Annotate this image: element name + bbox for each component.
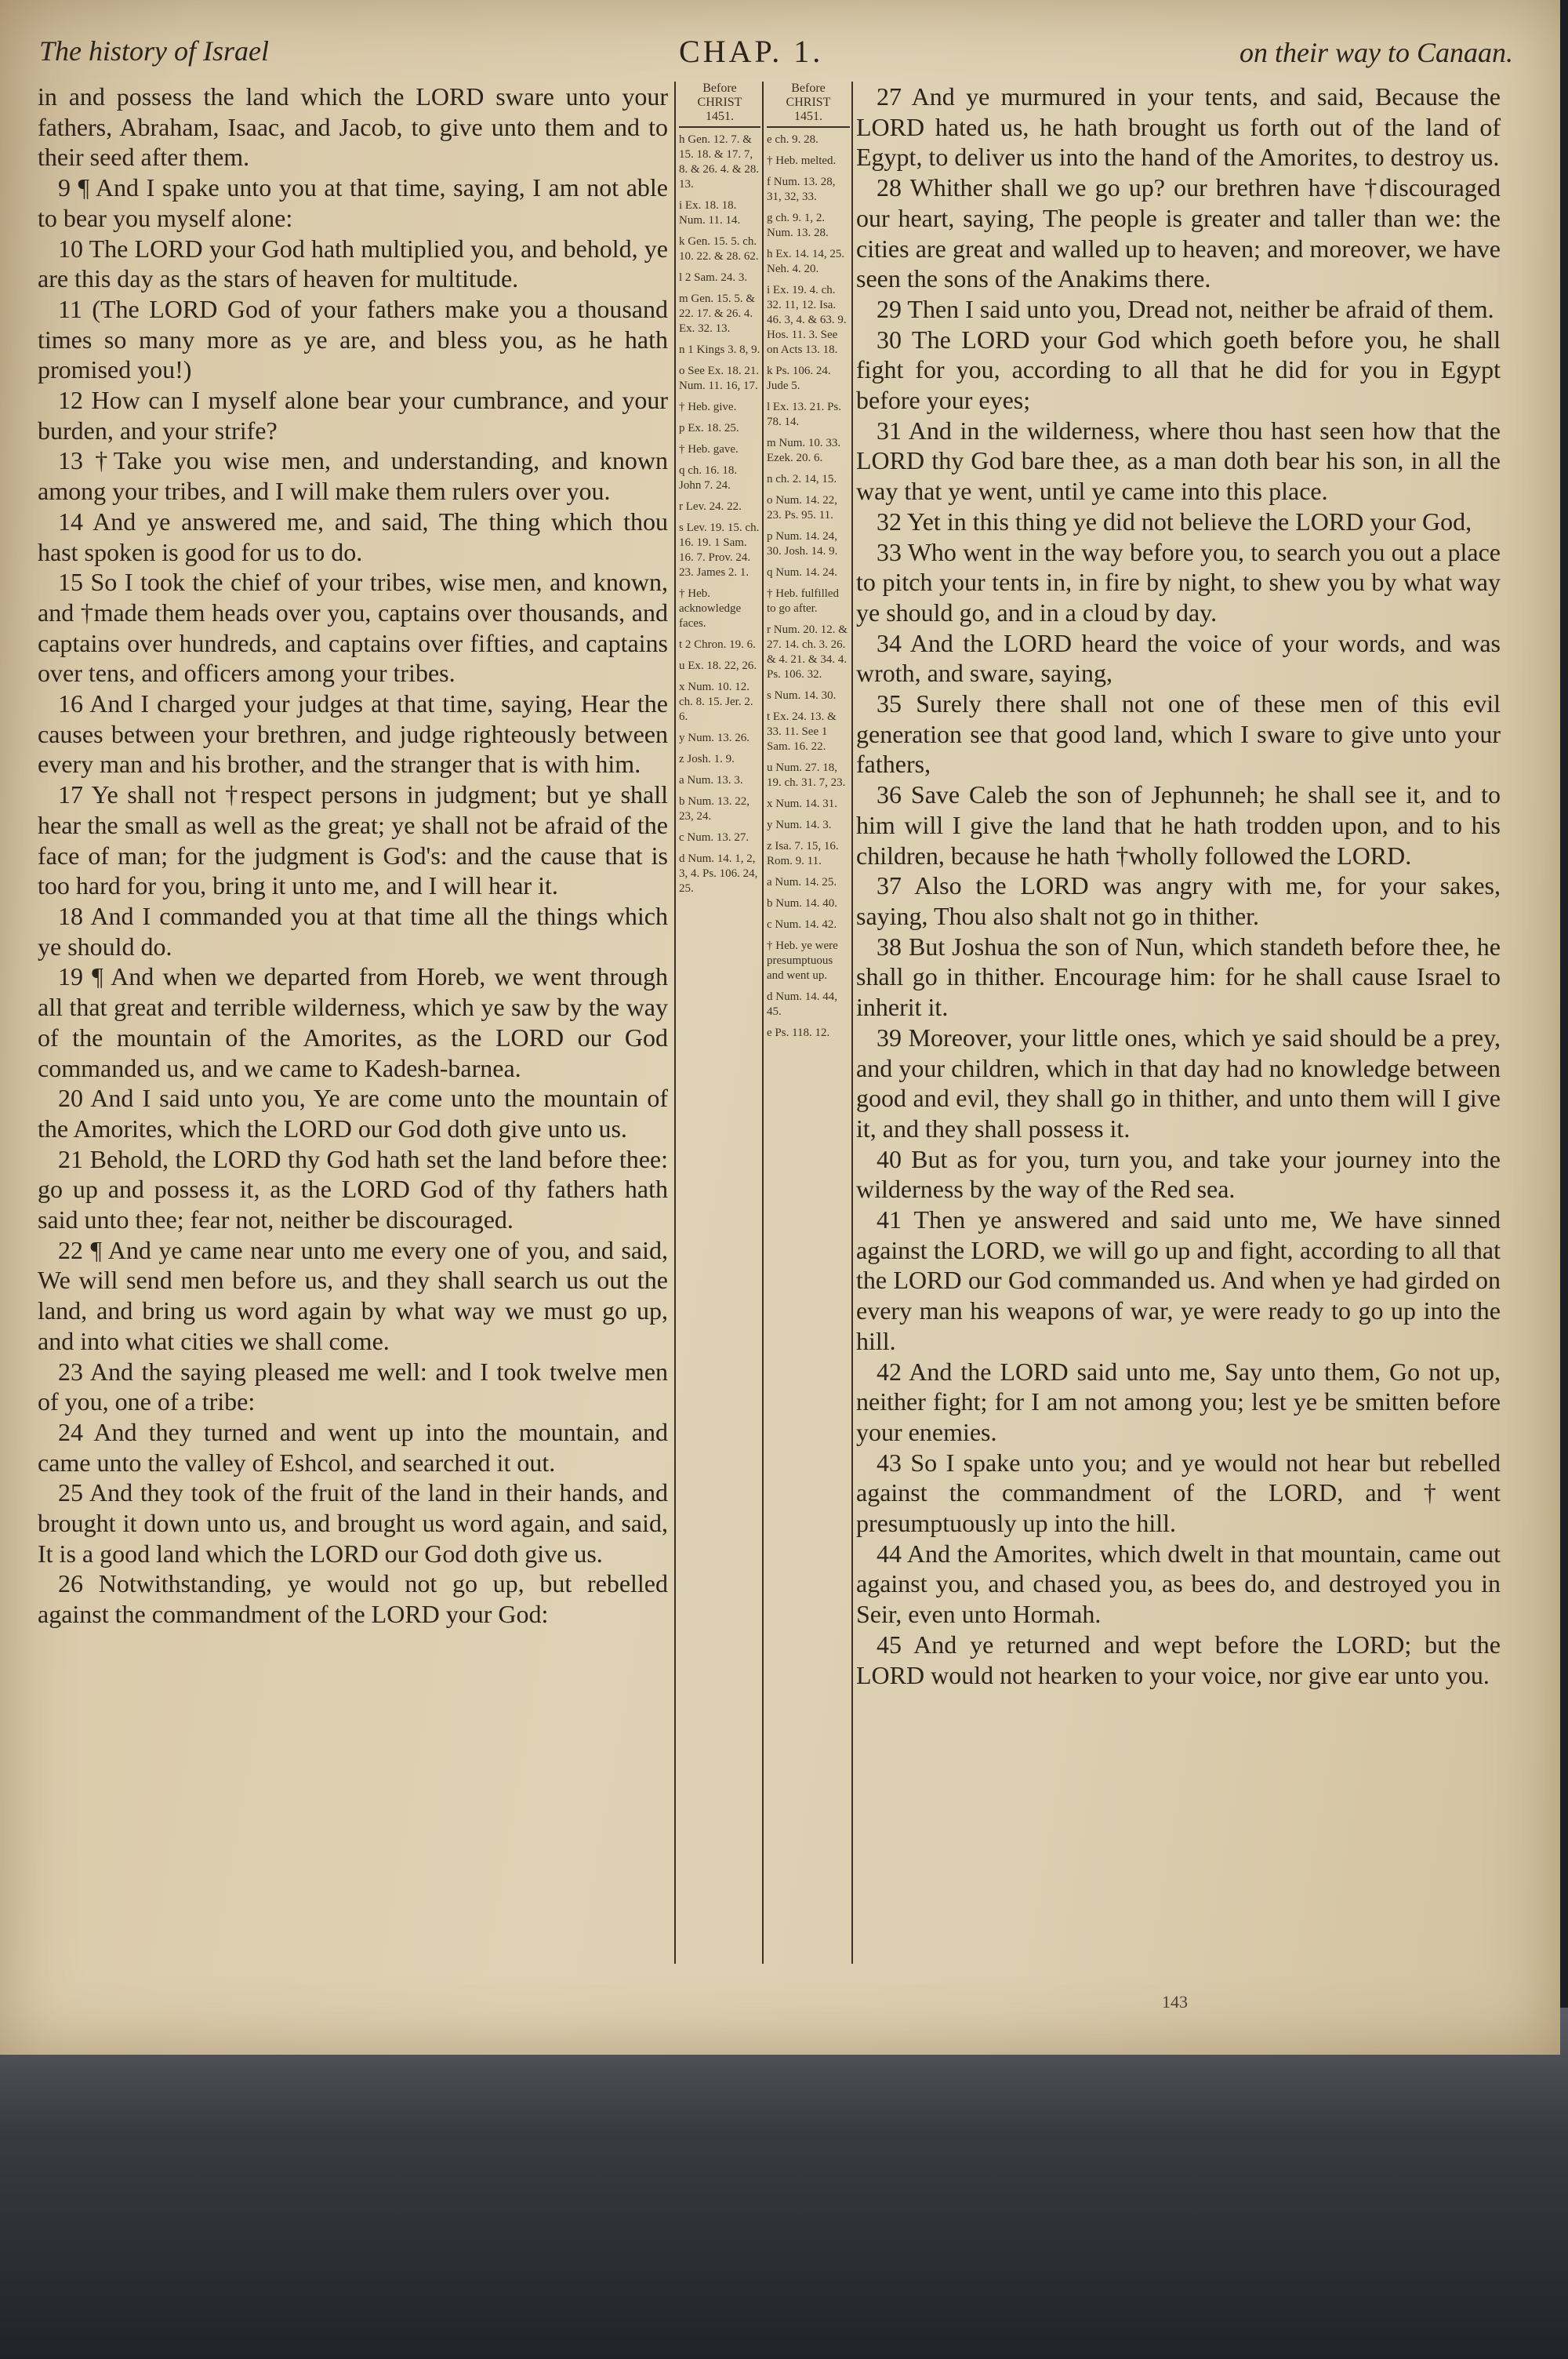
verse-9: 9 ¶ And I spake unto you at that time, saying, I am not able to bear you myself alone: xyxy=(38,173,668,232)
margin-reference: x Num. 14. 31. xyxy=(767,798,837,810)
verse-27: 27 And ye murmured in your tents, and said, Because the LORD hated us, he hath brought us forth out of the land of Egypt, to deliver us into the hand of the Amorites, to destroy us. xyxy=(856,82,1501,172)
verse-35: 35 Surely there shall not one of these men of this evil generation see that good land, which I sware to give unto your fathers, xyxy=(856,689,1501,779)
margin-reference: l Ex. 13. 21. Ps. 78. 14. xyxy=(767,401,842,428)
margin-reference: x Num. 10. 12. ch. 8. 15. Jer. 2. 6. xyxy=(679,681,753,723)
verse-41: 41 Then ye answered and said unto me, We have sinned against the LORD, we will go up and fight, according to all that the LORD our God commanded us. And when ye had girded on every man his weapons of war, ye were ready to go up into the hill. xyxy=(856,1205,1501,1355)
margin-reference: i Ex. 18. 18. Num. 11. 14. xyxy=(679,199,741,227)
margin-reference: s Num. 14. 30. xyxy=(767,689,837,702)
verse-10: 10 The LORD your God hath multiplied you, and behold, ye are this day as the stars of heaven for multitude. xyxy=(38,234,668,293)
verse-42: 42 And the LORD said unto me, Say unto them, Go not up, neither fight; for I am not among you; lest ye be smitten before your enemies. xyxy=(856,1357,1501,1446)
margin-reference: c Num. 14. 42. xyxy=(767,918,837,931)
margin-reference: l 2 Sam. 24. 3. xyxy=(679,271,748,284)
column-rule-center xyxy=(762,82,764,1964)
verse-23: 23 And the saying pleased me well: and I took twelve men of you, one of a tribe: xyxy=(38,1357,668,1416)
verse-21: 21 Behold, the LORD thy God hath set the land before thee: go up and possess it, as the LORD God of thy fathers hath said unto thee; fear not, neither be discouraged. xyxy=(38,1144,668,1234)
margin-head-christ: CHRIST xyxy=(697,96,742,109)
margin-head-year: 1451. xyxy=(706,110,734,123)
margin-reference: h Ex. 14. 14, 25. Neh. 4. 20. xyxy=(767,248,845,275)
margin-reference: u Ex. 18. 22, 26. xyxy=(679,660,757,672)
verse-20: 20 And I said unto you, Ye are come unto the mountain of the Amorites, which the LORD our God doth give unto us. xyxy=(38,1084,668,1143)
margin-reference: i Ex. 19. 4. ch. 32. 11, 12. Isa. 46. 3, 4. & 63. 9. Hos. 11. 3. See on Acts 13. 18. xyxy=(767,284,847,356)
verse-40: 40 But as for you, turn you, and take your journey into the wilderness by the way of the Red sea. xyxy=(856,1144,1501,1204)
verse-25: 25 And they took of the fruit of the land in their hands, and brought it down unto us, and brought us word again, and said, It is a good land which the LORD our God doth give us. xyxy=(38,1478,668,1568)
verse-26: 26 Notwithstanding, ye would not go up, but rebelled against the commandment of the LORD your God: xyxy=(38,1569,668,1629)
margin-references-a xyxy=(679,82,760,903)
margin-reference: o Num. 14. 22, 23. Ps. 95. 11. xyxy=(767,494,837,522)
verse-37: 37 Also the LORD was angry with me, for your sakes, saying, Thou also shalt not go in thither. xyxy=(856,871,1501,930)
margin-reference: e Ps. 118. 12. xyxy=(767,1027,830,1039)
verse-38: 38 But Joshua the son of Nun, which standeth before thee, he shall go in thither. Encourage him: for he shall cause Israel to inherit it. xyxy=(856,932,1501,1022)
margin-reference: † Heb. ye were presumptuous and went up. xyxy=(767,940,838,982)
margin-reference: q Num. 14. 24. xyxy=(767,566,837,579)
verse-39: 39 Moreover, your little ones, which ye said should be a prey, and your children, which in that day had no knowledge between good and evil, they shall go in thither, and unto them will I give it, and they shall possess it. xyxy=(856,1023,1501,1143)
right-text-column xyxy=(856,82,1501,1690)
margin-head-before: Before xyxy=(702,82,737,95)
margin-b-list xyxy=(767,133,850,1041)
verse-30: 30 The LORD your God which goeth before you, he shall fight for you, according to all that he did for you in Egypt before your eyes; xyxy=(856,325,1501,415)
margin-reference: u Num. 27. 18, 19. ch. 31. 7, 23. xyxy=(767,761,846,789)
margin-reference: t Ex. 24. 13. & 33. 11. See 1 Sam. 16. 22. xyxy=(767,711,837,753)
margin-reference: r Num. 20. 12. & 27. 14. ch. 3. 26. & 4. 21. & 34. 4. Ps. 106. 32. xyxy=(767,623,848,681)
verse-45: 45 And ye returned and wept before the LORD; but the LORD would not hearken to your voice, nor give ear unto you. xyxy=(856,1630,1501,1689)
margin-reference: m Num. 10. 33. Ezek. 20. 6. xyxy=(767,437,841,464)
margin-reference: n ch. 2. 14, 15. xyxy=(767,473,837,485)
margin-reference: y Num. 13. 26. xyxy=(679,732,750,744)
verse-31: 31 And in the wilderness, where thou hast seen how that the LORD thy God bare thee, as a man doth bear his son, in all the way that ye went, until ye came into this place. xyxy=(856,416,1501,506)
margin-reference: m Gen. 15. 5. & 22. 17. & 26. 4. Ex. 32. 13. xyxy=(679,293,756,335)
margin-reference: g ch. 9. 1, 2. Num. 13. 28. xyxy=(767,212,829,239)
margin-reference: o See Ex. 18. 21. Num. 11. 16, 17. xyxy=(679,365,760,392)
margin-reference: t 2 Chron. 19. 6. xyxy=(679,638,756,651)
column-rule-right xyxy=(851,82,853,1964)
margin-reference: d Num. 14. 1, 2, 3, 4. Ps. 106. 24, 25. xyxy=(679,852,758,895)
page-number: 143 xyxy=(1162,1992,1188,2012)
margin-head-christ: CHRIST xyxy=(786,96,831,109)
margin-reference: † Heb. gave. xyxy=(679,443,739,456)
verse-text: in and possess the land which the LORD sware unto your fathers, Abraham, Isaac, and Jacob, to give unto them and to their seed after them. xyxy=(38,82,668,172)
chapter-heading: CHAP. 1. xyxy=(679,34,824,69)
running-head-left: The history of Israel xyxy=(39,35,269,67)
margin-head-year: 1451. xyxy=(794,110,822,123)
margin-reference: a Num. 14. 25. xyxy=(767,876,837,889)
margin-references-b xyxy=(767,82,850,1047)
margin-reference: q ch. 16. 18. John 7. 24. xyxy=(679,464,738,492)
margin-reference: s Lev. 19. 15. ch. 16. 19. 1 Sam. 16. 7. Prov. 24. 23. James 2. 1. xyxy=(679,522,760,579)
verse-15: 15 So I took the chief of your tribes, wise men, and known, and †made them heads over you, captains over thousands, and captains over hundreds, and captains over fifties, and captains over tens, and officers among your tribes. xyxy=(38,568,668,688)
desk-background xyxy=(0,2008,1568,2359)
verse-14: 14 And ye answered me, and said, The thing which thou hast spoken is good for us to do. xyxy=(38,507,668,566)
margin-reference: z Isa. 7. 15, 16. Rom. 9. 11. xyxy=(767,840,839,867)
verse-18: 18 And I commanded you at that time all the things which ye should do. xyxy=(38,901,668,961)
verse-28: 28 Whither shall we go up? our brethren have †discouraged our heart, saying, The people is greater and taller than we: the cities are great and walled up to heaven; and moreover, we have seen the sons of the Anakims there. xyxy=(856,173,1501,293)
margin-reference: k Gen. 15. 5. ch. 10. 22. & 28. 62. xyxy=(679,235,759,263)
verse-34: 34 And the LORD heard the voice of your words, and was wroth, and sware, saying, xyxy=(856,628,1501,688)
verse-17: 17 Ye shall not †respect persons in judgment; but ye shall hear the small as well as the great; ye shall not be afraid of the face of man; for the judgment is God's: and the cause that is too hard for you, bring it unto me, and I will hear it. xyxy=(38,780,668,900)
margin-reference: c Num. 13. 27. xyxy=(679,831,750,844)
margin-reference: † Heb. melted. xyxy=(767,154,837,167)
verse-29: 29 Then I said unto you, Dread not, neither be afraid of them. xyxy=(877,294,1494,323)
margin-reference: f Num. 13. 28, 31, 32, 33. xyxy=(767,176,836,203)
margin-head-before: Before xyxy=(791,82,826,95)
margin-reference: a Num. 13. 3. xyxy=(679,774,743,787)
margin-date-heading xyxy=(679,82,760,128)
margin-reference: z Josh. 1. 9. xyxy=(679,753,735,765)
margin-reference: † Heb. acknowledge faces. xyxy=(679,587,742,630)
margin-a-list xyxy=(679,133,760,896)
margin-reference: p Ex. 18. 25. xyxy=(679,422,739,434)
verse-33: 33 Who went in the way before you, to search you out a place to pitch your tents in, in fire by night, to shew you by what way ye should go, and in a cloud by day. xyxy=(856,537,1501,627)
verse-12: 12 How can I myself alone bear your cumbrance, and your burden, and your strife? xyxy=(38,386,668,445)
margin-reference: b Num. 14. 40. xyxy=(767,897,837,910)
margin-date-heading xyxy=(767,82,850,128)
verse-36: 36 Save Caleb the son of Jephunneh; he shall see it, and to him will I give the land that he hath trodden upon, and to his children, because he hath †wholly followed the LORD. xyxy=(856,780,1501,870)
verse-24: 24 And they turned and went up into the mountain, and came unto the valley of Eshcol, and searched it out. xyxy=(38,1417,668,1477)
verse-32: 32 Yet in this thing ye did not believe the LORD your God, xyxy=(877,507,1472,536)
verse-19: 19 ¶ And when we departed from Horeb, we went through all that great and terrible wilderness, which ye saw by the way of the mountain of the Amorites, as the LORD our God commanded us, and we came to Kadesh-barnea. xyxy=(38,962,668,1082)
running-head-right: on their way to Canaan. xyxy=(1240,37,1513,68)
margin-reference: y Num. 14. 3. xyxy=(767,819,832,831)
verse-13: 13 †Take you wise men, and understanding, and known among your tribes, and I will make them rulers over you. xyxy=(38,446,668,506)
margin-reference: b Num. 13. 22, 23, 24. xyxy=(679,795,750,823)
margin-reference: h Gen. 12. 7. & 15. 18. & 17. 7, 8. & 26. 4. & 28. 13. xyxy=(679,133,760,191)
column-rule-left xyxy=(674,82,676,1964)
verse-16: 16 And I charged your judges at that time, saying, Hear the causes between your brethren, and judge righteously between every man and his brother, and the stranger that is with him. xyxy=(38,689,668,779)
verse-11: 11 (The LORD God of your fathers make you a thousand times so many more as ye are, and bless you, as he hath promised you!) xyxy=(38,294,668,384)
margin-reference: d Num. 14. 44, 45. xyxy=(767,990,837,1018)
margin-reference: k Ps. 106. 24. Jude 5. xyxy=(767,365,831,392)
margin-reference: p Num. 14. 24, 30. Josh. 14. 9. xyxy=(767,530,838,558)
verse-43: 43 So I spake unto you; and ye would not hear but rebelled against the commandment of the LORD, and †went presumptuously up into the hill. xyxy=(856,1448,1501,1538)
margin-reference: † Heb. fulfilled to go after. xyxy=(767,587,840,615)
verse-22: 22 ¶ And ye came near unto me every one of you, and said, We will send men before us, and they shall search us out the land, and bring us word again by what way we must go up, and into what cities we shall come. xyxy=(38,1235,668,1355)
margin-reference: n 1 Kings 3. 8, 9. xyxy=(679,343,760,356)
margin-reference: r Lev. 24. 22. xyxy=(679,500,742,513)
verse-44: 44 And the Amorites, which dwelt in that mountain, came out against you, and chased you, as bees do, and destroyed you in Seir, even unto Hormah. xyxy=(856,1539,1501,1629)
margin-reference: † Heb. give. xyxy=(679,401,737,413)
left-text-column xyxy=(38,82,668,1630)
margin-reference: e ch. 9. 28. xyxy=(767,133,818,146)
